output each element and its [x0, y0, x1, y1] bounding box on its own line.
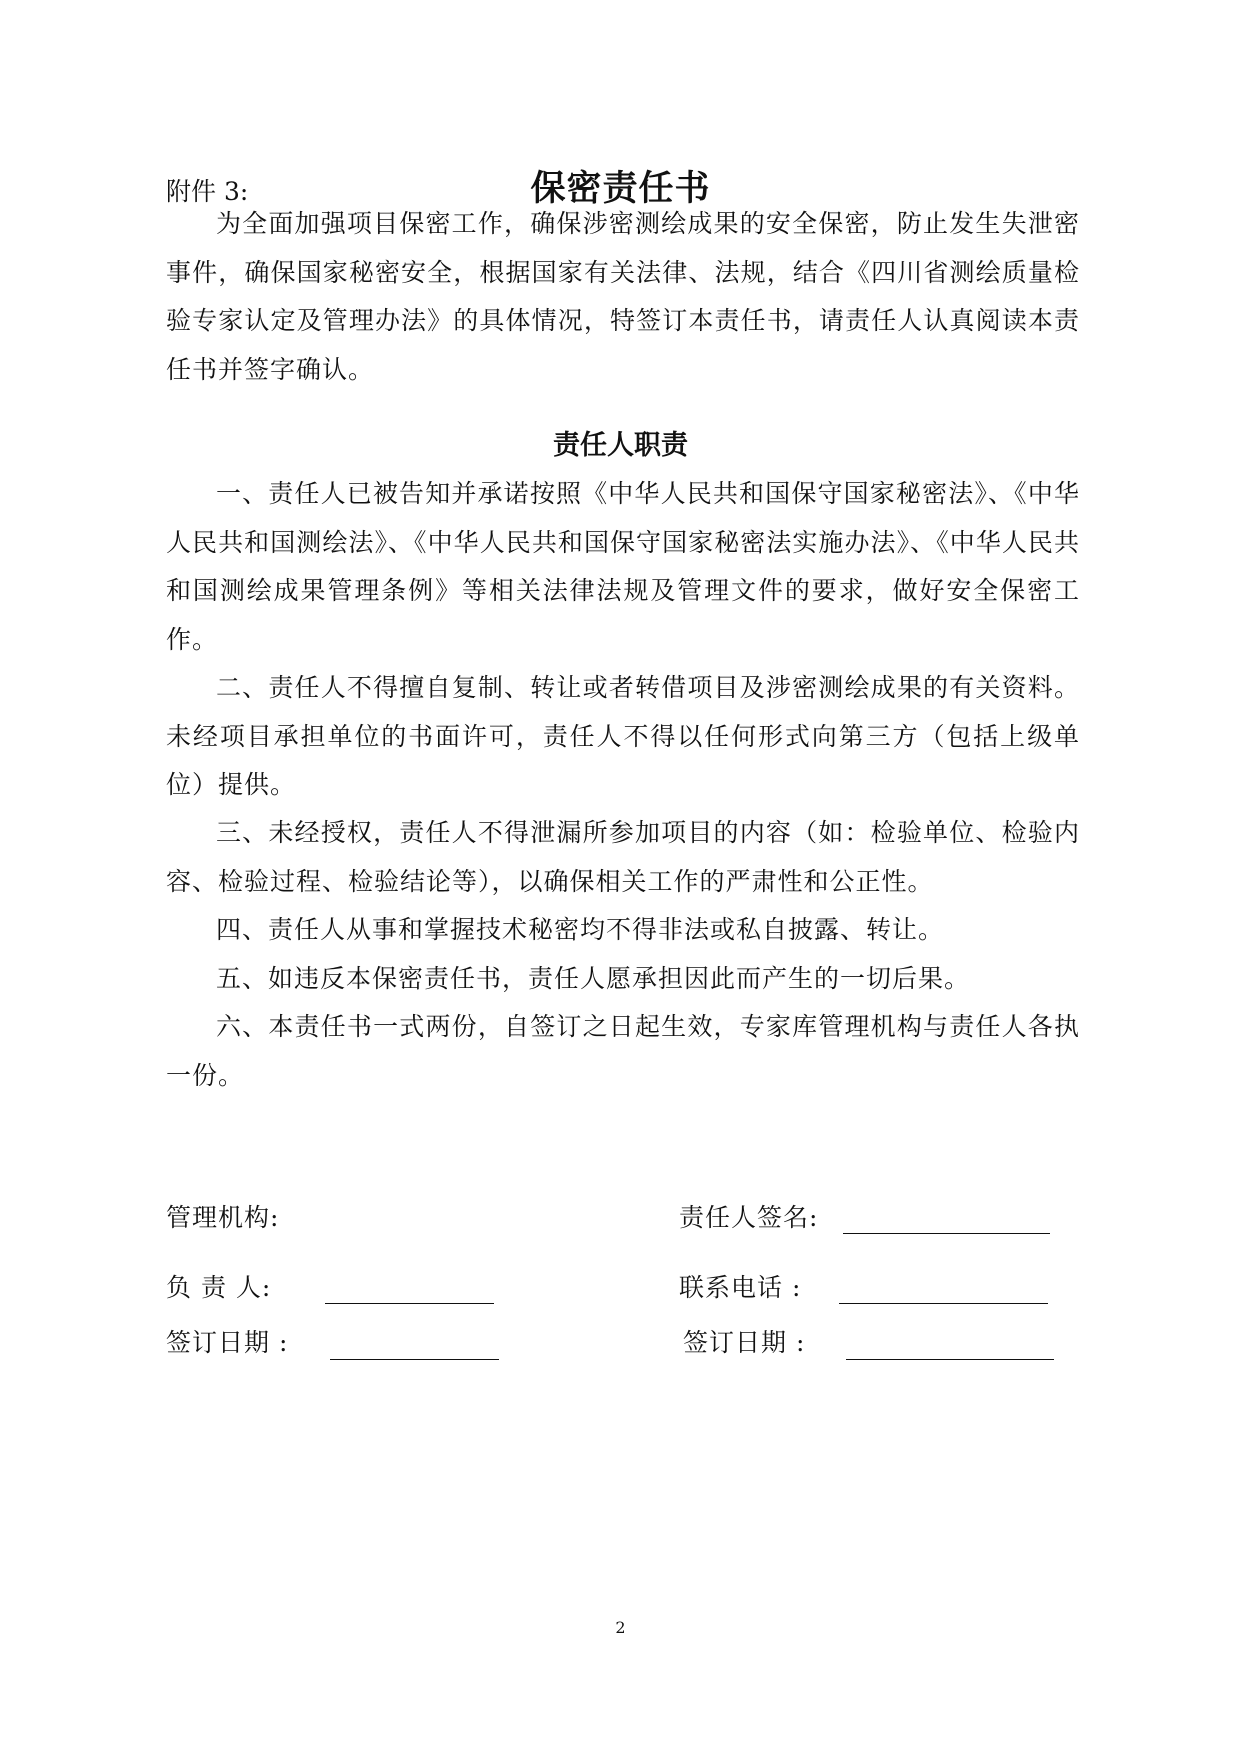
page-number: 2: [615, 1618, 626, 1637]
right-date-line[interactable]: [846, 1359, 1054, 1360]
phone-label: 联系电话 :: [679, 1273, 802, 1302]
duty-item-1: 一、责任人已被告知并承诺按照《中华人民共和国保守国家秘密法》、《中华人民共和国测绘法》、《中华人民共和国保守国家秘密法实施办法》、《中华人民共和国测绘成果管理条例》等相关法律法规及管理文件的要求，做好安全保密工作。: [166, 479, 1080, 654]
left-date-label: 签订日期 :: [166, 1328, 289, 1357]
duty-item-5: 五、如违反本保密责任书，责任人愿承担因此而产生的一切后果。: [216, 964, 971, 993]
phone-line[interactable]: [839, 1303, 1048, 1304]
right-date-label: 签订日期 :: [683, 1328, 806, 1357]
attachment-label: 附件 3:: [166, 177, 249, 206]
duty-item-4: 四、责任人从事和掌握技术秘密均不得非法或私自披露、转让。: [216, 915, 945, 944]
signature-label: 责任人签名:: [679, 1203, 819, 1232]
responsible-person-line[interactable]: [325, 1303, 494, 1304]
organization-label: 管理机构:: [166, 1203, 280, 1232]
document-title: 保密责任书: [530, 169, 711, 209]
section-heading: 责任人职责: [553, 430, 688, 461]
duty-item-6: 六、本责任书一式两份，自签订之日起生效，专家库管理机构与责任人各执一份。: [166, 1012, 1080, 1090]
intro-paragraph: 为全面加强项目保密工作，确保涉密测绘成果的安全保密，防止发生失泄密事件，确保国家秘密安全，根据国家有关法律、法规，结合《四川省测绘质量检验专家认定及管理办法》的具体情况，特签订本责任书，请责任人认真阅读本责任书并签字确认。: [166, 209, 1080, 384]
responsible-person-label: 负 责 人:: [166, 1273, 272, 1302]
duty-item-3: 三、未经授权，责任人不得泄漏所参加项目的内容（如：检验单位、检验内容、检验过程、检验结论等），以确保相关工作的严肃性和公正性。: [166, 818, 1080, 896]
duty-item-2: 二、责任人不得擅自复制、转让或者转借项目及涉密测绘成果的有关资料。未经项目承担单位的书面许可，责任人不得以任何形式向第三方（包括上级单位）提供。: [166, 673, 1080, 799]
left-date-line[interactable]: [330, 1359, 499, 1360]
signature-line[interactable]: [843, 1233, 1050, 1234]
